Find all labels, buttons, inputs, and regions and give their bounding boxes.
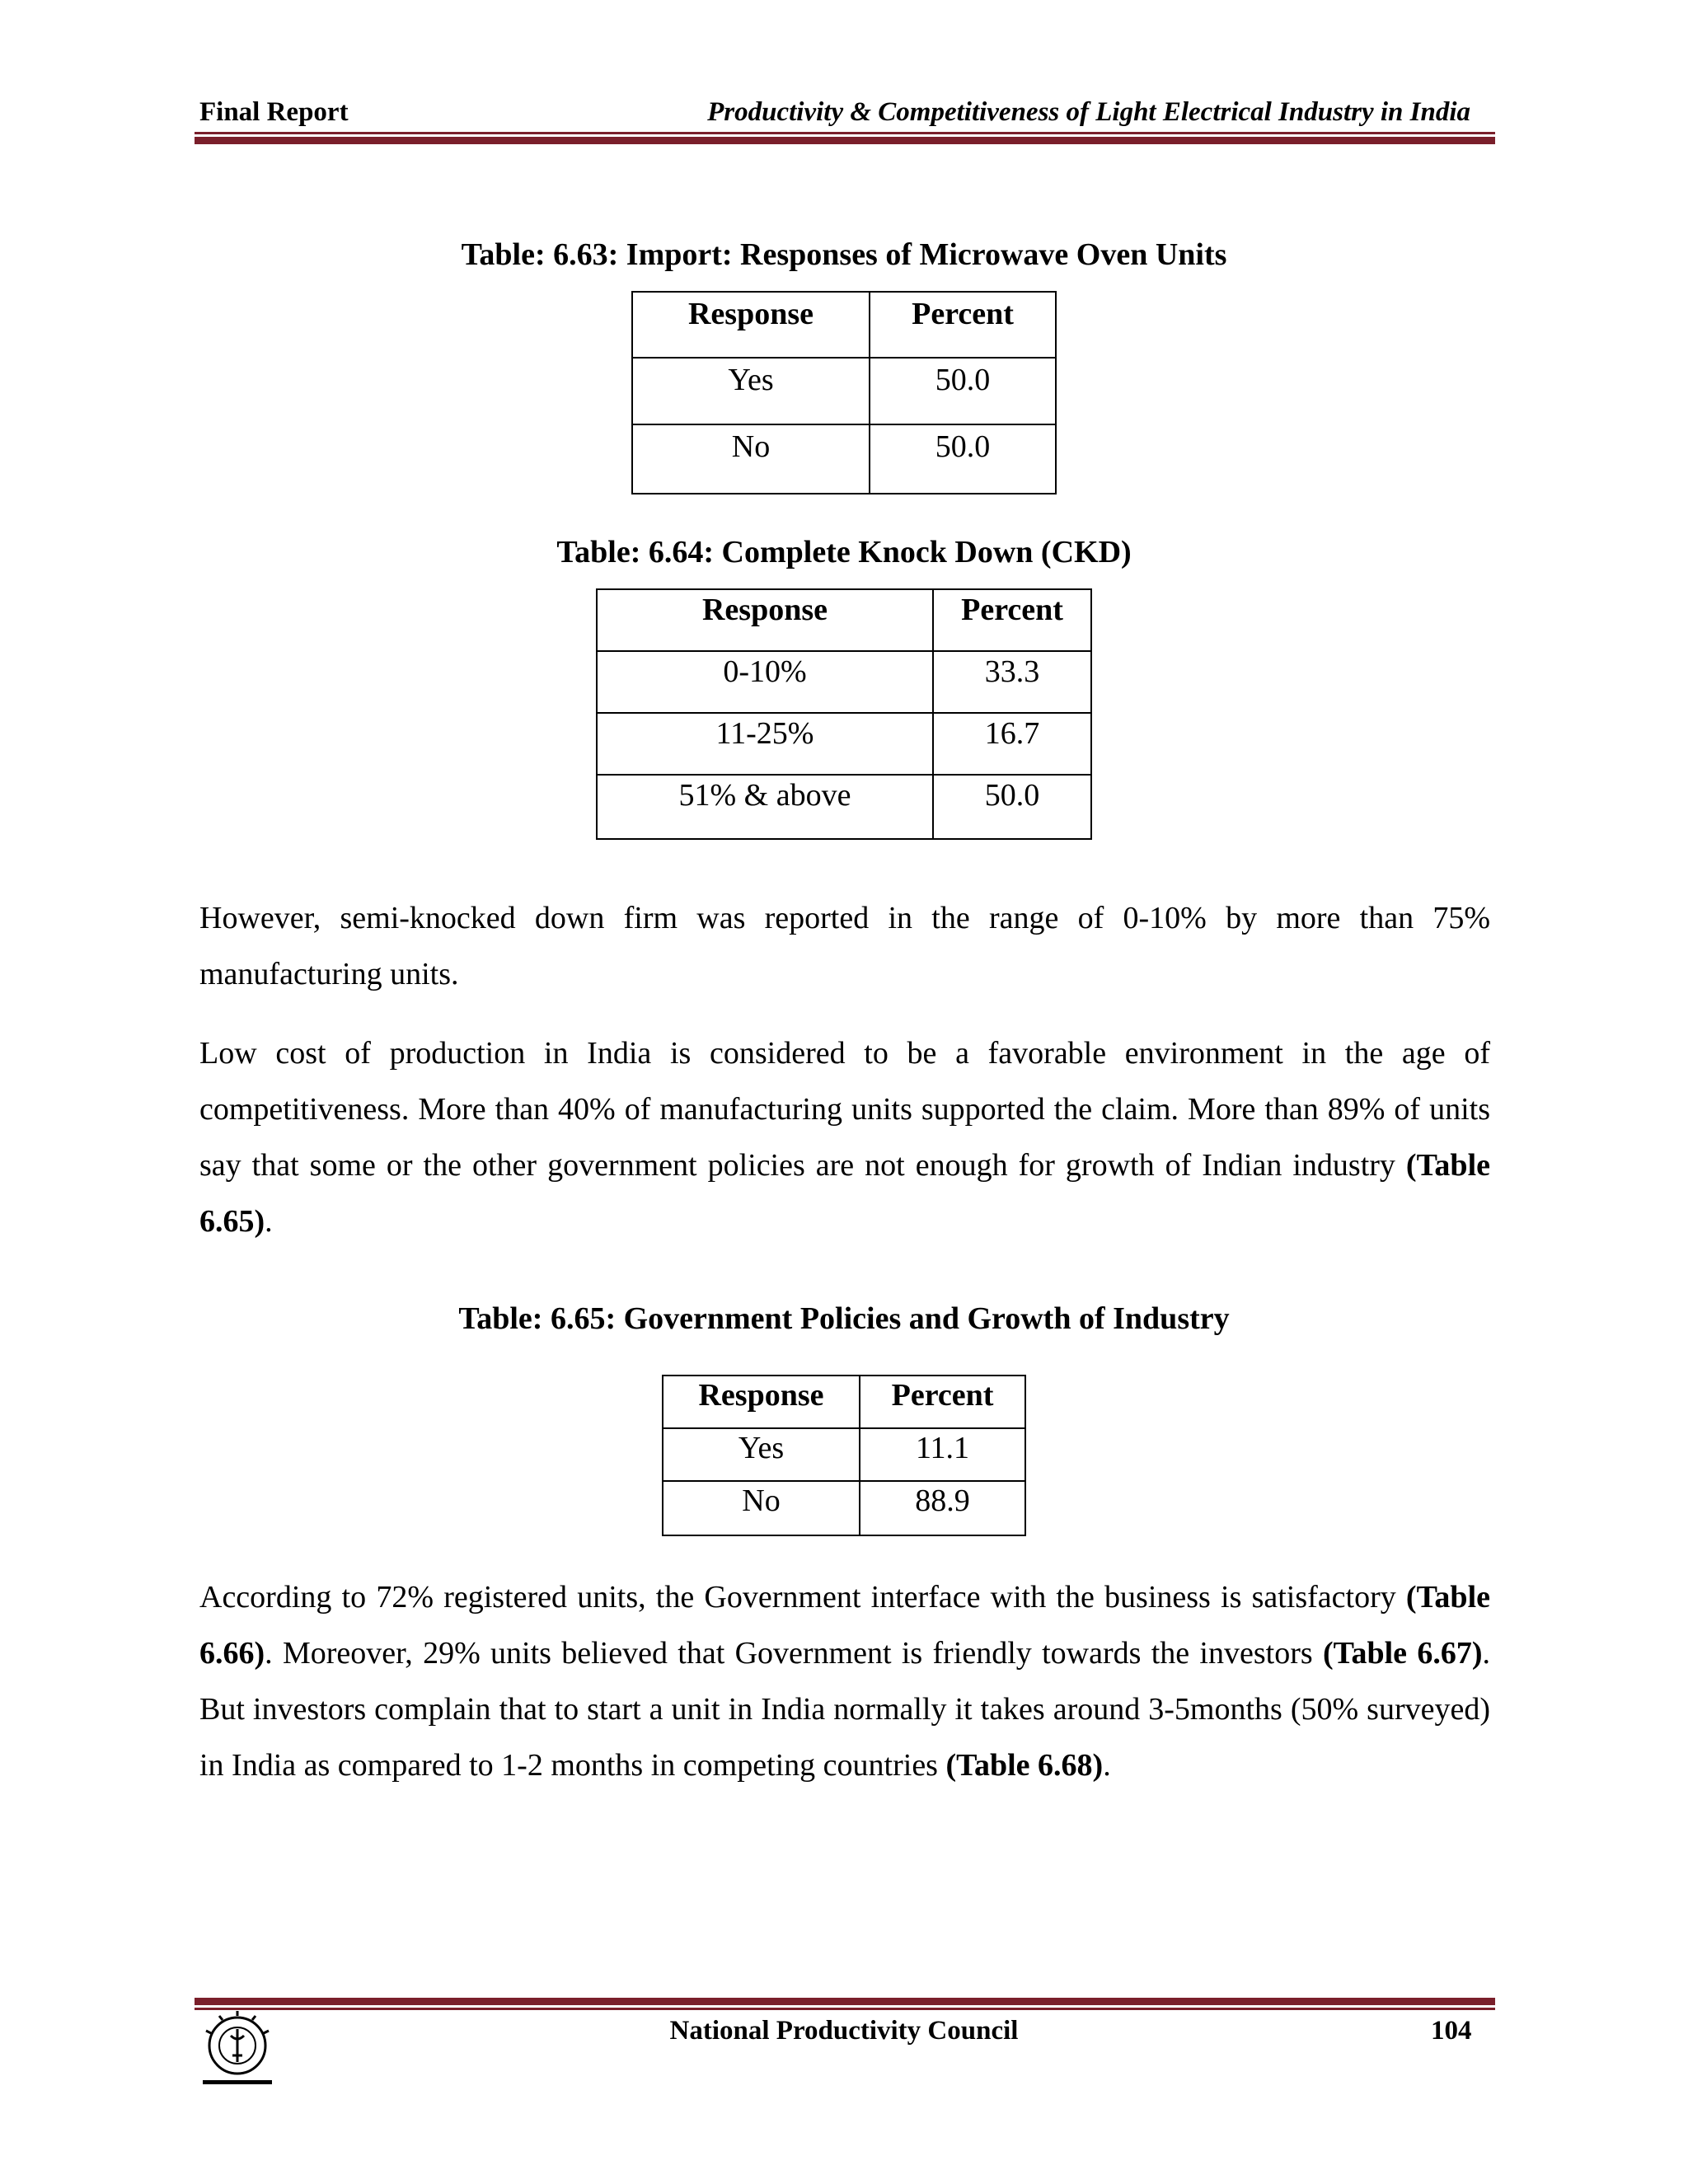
table-header-row bbox=[663, 1376, 1025, 1428]
table-header-cell: Percent bbox=[933, 589, 1091, 651]
table-663-caption: Table: 6.63: Import: Responses of Microwave Oven Units bbox=[461, 237, 1227, 272]
table-row bbox=[632, 358, 1056, 424]
table-cell: 11-25% bbox=[597, 713, 933, 775]
table-reference: (Table 6.66) bbox=[199, 1580, 1490, 1671]
table-header-cell: Response bbox=[597, 589, 933, 651]
table-header-cell: Percent bbox=[870, 292, 1056, 358]
table-cell: No bbox=[663, 1481, 860, 1535]
table-reference: (Table 6.67) bbox=[1322, 1636, 1483, 1671]
table-cell: 16.7 bbox=[933, 713, 1091, 775]
table-cell: 33.3 bbox=[933, 651, 1091, 713]
footer-rule-thin bbox=[195, 2008, 1495, 2010]
table-header-cell: Percent bbox=[860, 1376, 1025, 1428]
table-cell: 50.0 bbox=[870, 358, 1056, 424]
table-row bbox=[597, 775, 1091, 839]
table-cell: 11.1 bbox=[860, 1428, 1025, 1481]
table-cell: No bbox=[632, 424, 870, 494]
page-number: 104 bbox=[1431, 2016, 1472, 2046]
footer-rule-thick bbox=[195, 1998, 1495, 2005]
footer-org: National Productivity Council bbox=[669, 2016, 1019, 2046]
header-left-title: Final Report bbox=[199, 97, 349, 127]
paragraph-3 bbox=[199, 1569, 1490, 1793]
paragraph-3-text: According to 72% registered units, the Government interface with the business is satisfactory bbox=[199, 1580, 1406, 1615]
table-664 bbox=[596, 588, 1092, 840]
paragraph-2-end: . bbox=[265, 1204, 273, 1239]
table-cell: 50.0 bbox=[933, 775, 1091, 839]
table-cell: Yes bbox=[663, 1428, 860, 1481]
table-cell: 50.0 bbox=[870, 424, 1056, 494]
paragraph-3-text: . Moreover, 29% units believed that Government is friendly towards the investors bbox=[265, 1636, 1323, 1671]
paragraph-3-text: . But investors complain that to start a unit in India normally it takes around 3-5months (50% surveyed) in India as compared to 1-2 months in competing countries bbox=[199, 1636, 1490, 1783]
table-cell: 88.9 bbox=[860, 1481, 1025, 1535]
table-row bbox=[632, 424, 1056, 494]
table-row bbox=[663, 1481, 1025, 1535]
header-rule-thin bbox=[195, 132, 1495, 134]
table-header-row bbox=[597, 589, 1091, 651]
table-665-caption: Table: 6.65: Government Policies and Growth of Industry bbox=[458, 1301, 1230, 1336]
table-665 bbox=[662, 1375, 1026, 1536]
paragraph-3-end: . bbox=[1103, 1748, 1111, 1783]
table-header-cell: Response bbox=[663, 1376, 860, 1428]
table-cell: 51% & above bbox=[597, 775, 933, 839]
table-cell: Yes bbox=[632, 358, 870, 424]
table-row bbox=[597, 713, 1091, 775]
table-cell: 0-10% bbox=[597, 651, 933, 713]
header-rule-thick bbox=[195, 137, 1495, 144]
header-right-title: Productivity & Competitiveness of Light Electrical Industry in India bbox=[707, 97, 1470, 127]
table-663 bbox=[631, 291, 1057, 494]
table-header-cell: Response bbox=[632, 292, 870, 358]
table-reference: (Table 6.65) bbox=[199, 1148, 1490, 1239]
table-row bbox=[663, 1428, 1025, 1481]
table-header-row bbox=[632, 292, 1056, 358]
table-664-caption: Table: 6.64: Complete Knock Down (CKD) bbox=[556, 535, 1132, 569]
table-reference: (Table 6.68) bbox=[945, 1748, 1104, 1783]
paragraph-2 bbox=[199, 1025, 1490, 1249]
paragraph-1: However, semi-knocked down firm was reported in the range of 0-10% by more than 75% manufacturing units. bbox=[199, 901, 1490, 991]
table-row bbox=[597, 651, 1091, 713]
paragraph-2-text: Low cost of production in India is considered to be a favorable environment in the age of competitiveness. More than 40% of manufacturing units supported the claim. More than 89% of units say that some or the other government policies are not enough for growth of Indian industry bbox=[199, 1036, 1490, 1183]
